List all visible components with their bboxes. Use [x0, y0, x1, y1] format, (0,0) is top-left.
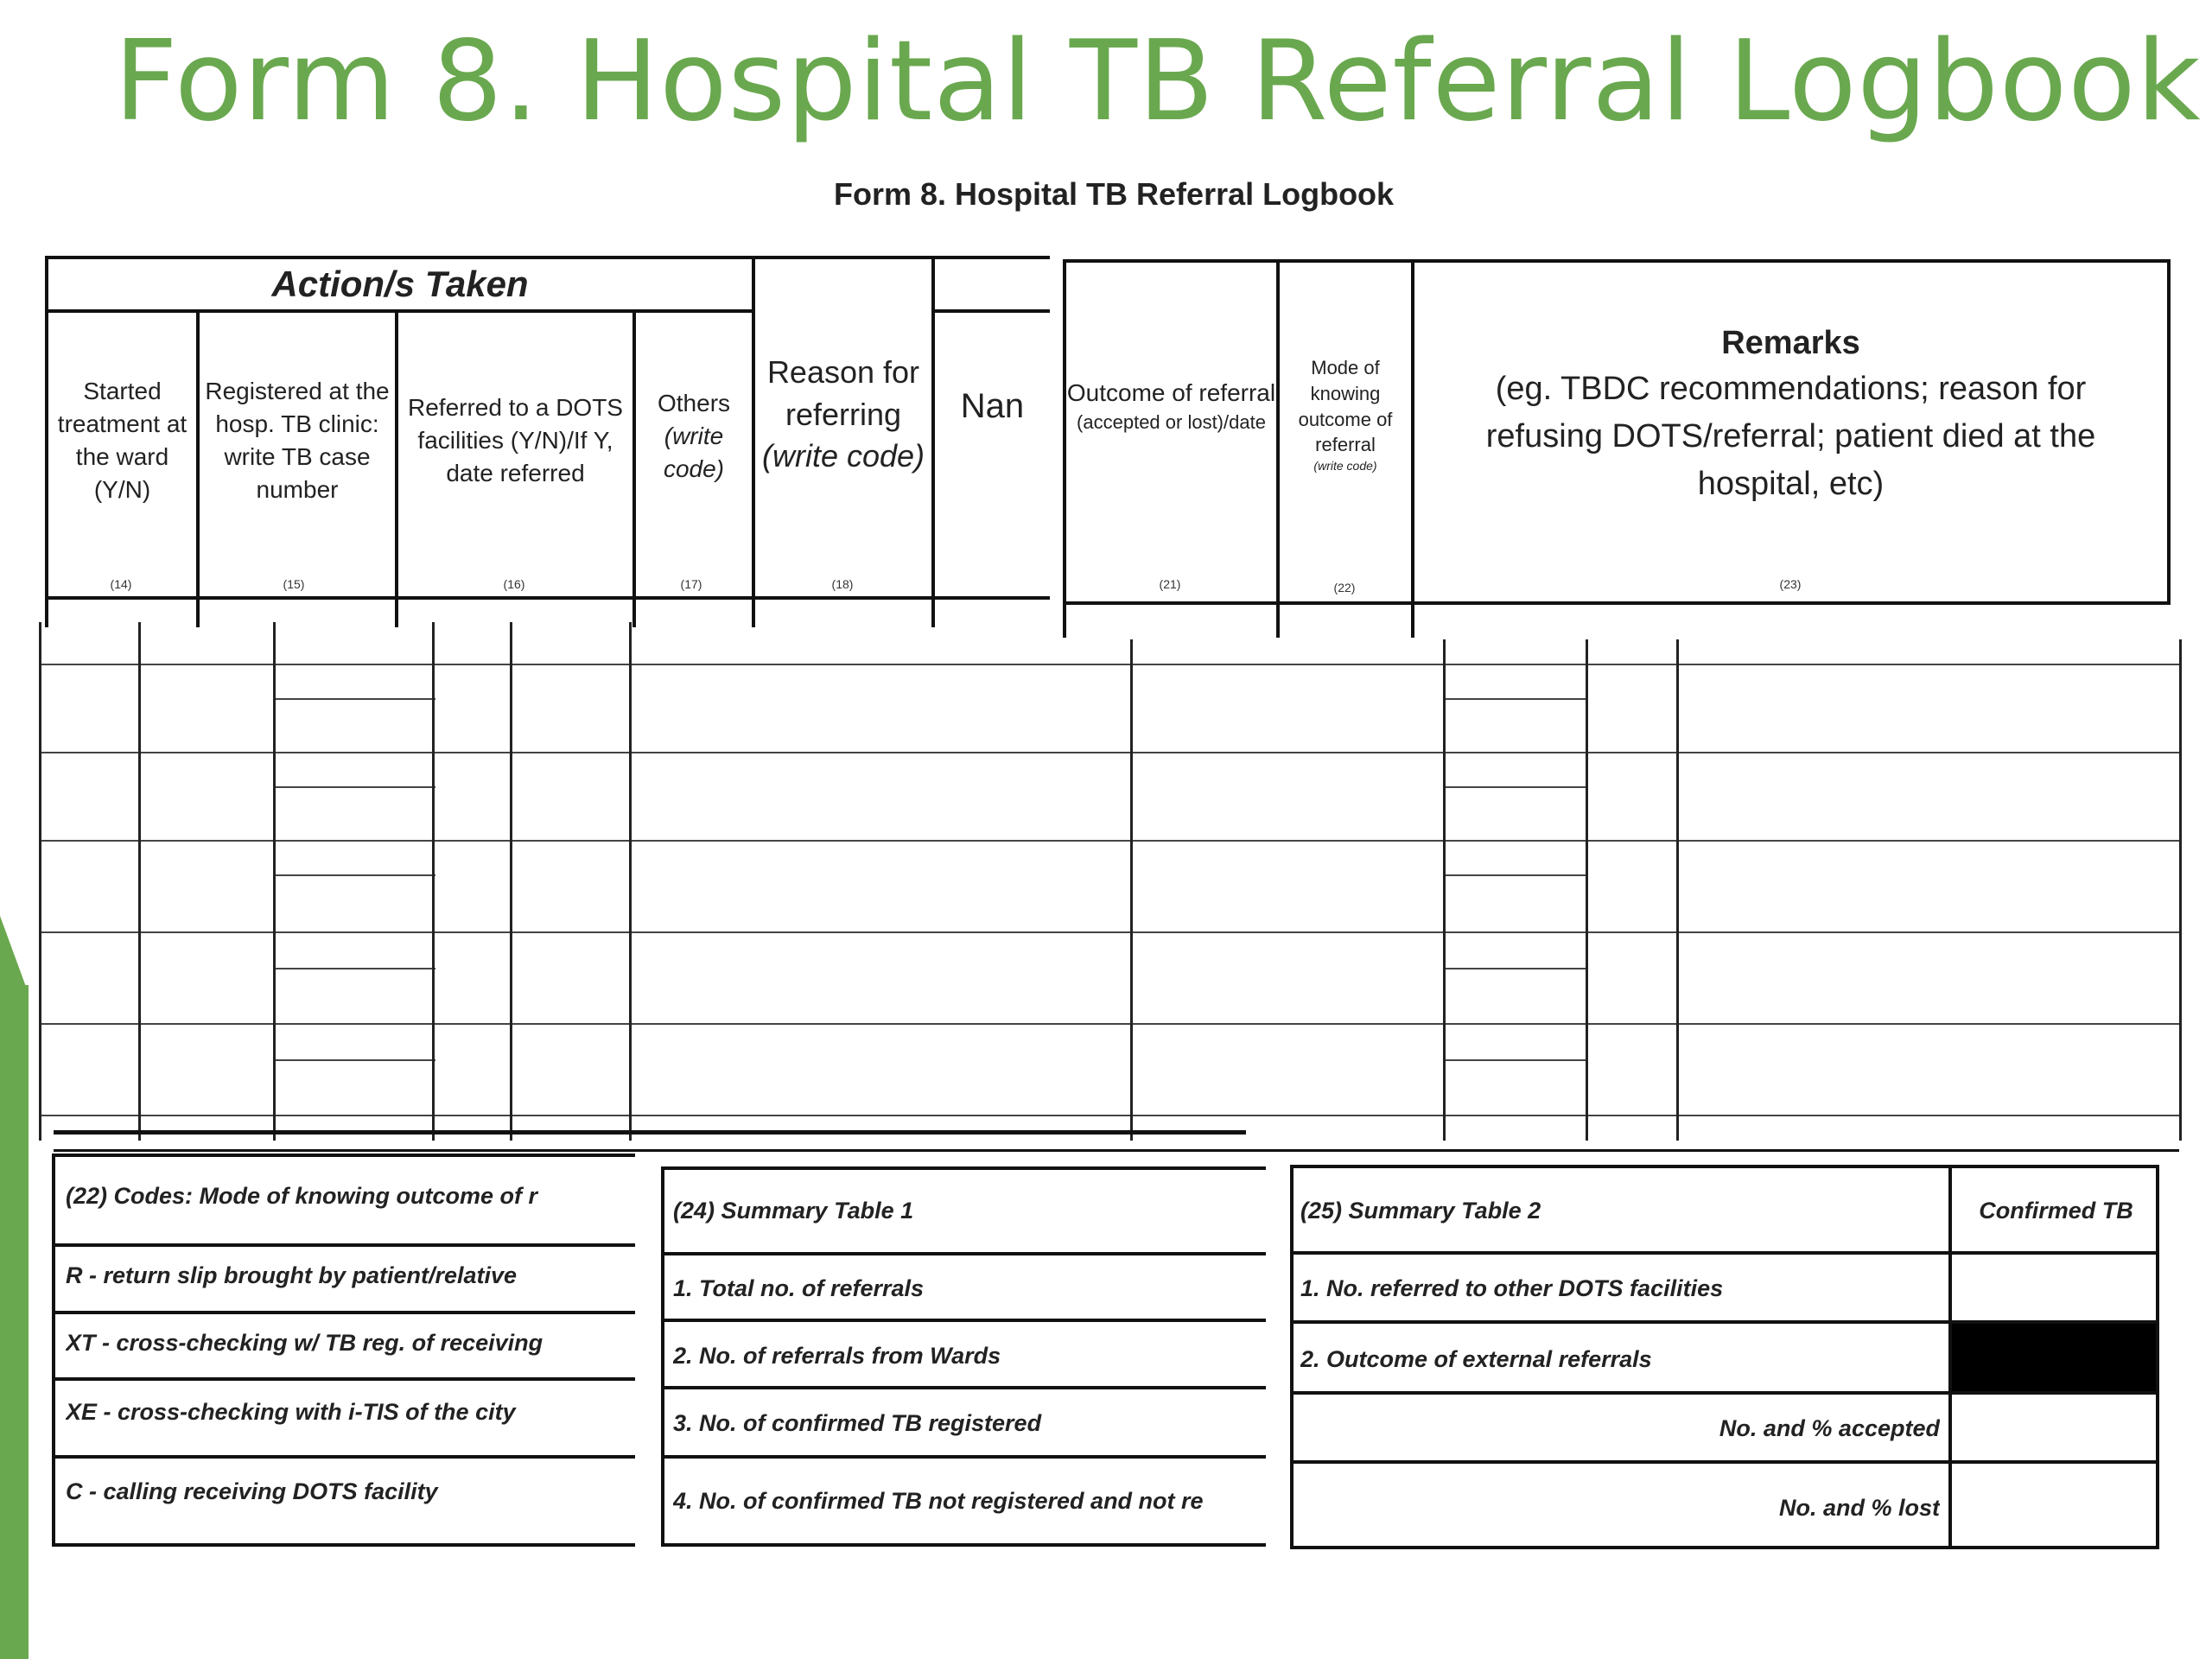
- code-row: XE - cross-checking with i-TIS of the city: [66, 1399, 516, 1425]
- mode-sub-label: (write code): [1313, 458, 1377, 473]
- mode-label: Mode of knowing outcome of referral: [1298, 357, 1393, 456]
- divider-line: [54, 1130, 1246, 1135]
- slide-title: Form 8. Hospital TB Referral Logbook: [114, 17, 2202, 146]
- summary1-row: 3. No. of confirmed TB registered: [673, 1410, 1042, 1436]
- code-row: XT - cross-checking w/ TB reg. of receiving: [66, 1330, 543, 1356]
- form-heading: Form 8. Hospital TB Referral Logbook: [834, 176, 1395, 212]
- code-row: C - calling receiving DOTS facility: [66, 1478, 438, 1504]
- col-number: (18): [831, 577, 854, 591]
- summary2-row: No. and % lost: [1778, 1495, 1940, 1521]
- divider-line: [54, 1149, 2179, 1152]
- codes-table-title: (22) Codes: Mode of knowing outcome of r: [66, 1183, 537, 1209]
- action-taken-header: Action/s Taken: [271, 263, 529, 304]
- col-number: (15): [283, 577, 305, 591]
- col-number: (14): [110, 577, 132, 591]
- col-number: (17): [680, 577, 702, 591]
- col-number: (21): [1159, 577, 1181, 591]
- nan-header: Nan: [960, 387, 1025, 425]
- summary2-row: 2. Outcome of external referrals: [1300, 1346, 1652, 1372]
- col-number: (23): [1779, 577, 1802, 591]
- summary2-row: 1. No. referred to other DOTS facilities: [1300, 1275, 1724, 1301]
- summary1-row: 1. Total no. of referrals: [673, 1275, 925, 1301]
- others-header: [636, 372, 752, 501]
- reason-label: Reason for referring: [766, 354, 920, 432]
- started-treatment-header: Started treatment at the ward (Y/N): [57, 378, 188, 503]
- summary1-title: (24) Summary Table 1: [673, 1198, 914, 1224]
- outcome-label: Outcome of referral: [1066, 379, 1276, 407]
- green-accent-bar: [0, 985, 29, 1659]
- others-sub-label: (write code): [663, 423, 725, 482]
- registered-header: Registered at the hosp. TB clinic: write TB case number: [205, 378, 390, 503]
- summary1-row: 2. No. of referrals from Wards: [673, 1343, 1001, 1369]
- code-row: R - return slip brought by patient/relative: [66, 1262, 518, 1288]
- outcome-header: [1066, 328, 1276, 484]
- codes-table: [52, 1154, 635, 1547]
- remarks-body: (eg. TBDC recommendations; reason for refusing DOTS/referral; patient died at the hospital, etc): [1485, 371, 2096, 503]
- summary1-row: 4. No. of confirmed TB not registered and not re: [673, 1488, 1204, 1514]
- remarks-title: Remarks: [1721, 324, 1860, 361]
- summary2-title: (25) Summary Table 2: [1300, 1198, 1541, 1224]
- reason-sub-label: (write code): [761, 438, 925, 474]
- summary-table-2: [1290, 1165, 2159, 1549]
- green-accent-wedge: [0, 916, 29, 994]
- referred-dots-header: Referred to a DOTS facilities (Y/N)/If Y, date referred: [408, 394, 623, 486]
- summary2-row: No. and % accepted: [1719, 1415, 1940, 1441]
- shaded-cell: [1952, 1324, 2156, 1391]
- col-number: (22): [1333, 581, 1356, 594]
- outcome-sub-label: (accepted or lost)/date: [1077, 411, 1266, 434]
- summary-table-1: [661, 1166, 1266, 1547]
- mode-header: [1280, 328, 1411, 501]
- remarks-header: [1414, 311, 2167, 518]
- others-label: Others: [657, 390, 731, 417]
- confirmed-tb-header: Confirmed TB: [1979, 1198, 2133, 1224]
- reason-header: [755, 320, 931, 510]
- col-number: (16): [503, 577, 525, 591]
